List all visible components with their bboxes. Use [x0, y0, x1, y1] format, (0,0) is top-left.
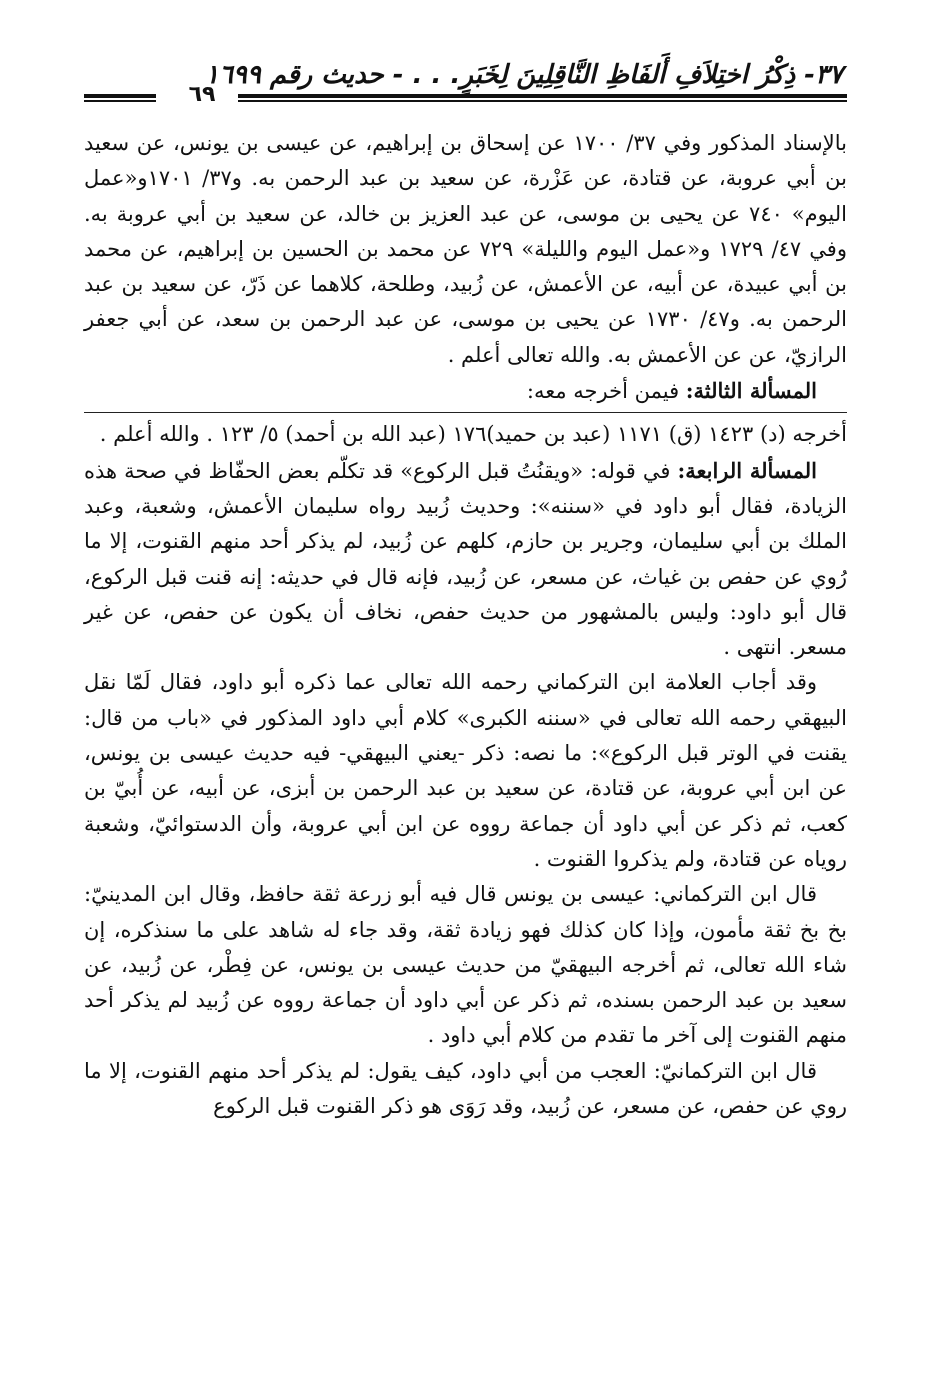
header-rule-left-thin [84, 100, 156, 102]
header-rule-thin [238, 100, 847, 102]
paragraph-issue-four [84, 453, 847, 666]
paragraph-takhrij: أخرجه (د) ١٤٢٣ (ق) ١١٧١ (عبد بن حميد)١٧٦ (عبد الله بن أحمد) ٥/ ١٢٣ . والله أعلم . [99, 422, 847, 447]
paragraph-ibn-turkmani-isa: قال ابن التركماني: عيسى بن يونس قال فيه أبو زرعة ثقة حافظ، وقال ابن المدينيّ: بخ بخ ثقة مأمون، وإذا كان كذلك فهو زيادة ثقة، وقد جاء له شاهد على ما سنذكره، إن شاء الله تعالى، ثم أخرجه البيهقيّ من حديث عيسى بن يونس، عن فِطْر، عن زُبيد، عن سعيد بن عبد الرحمن بسنده، ثم ذكر عن أبي داود أن جماعة رووه عن زُبيد لم يذكر أحد منهم القنوت إلى آخر ما تقدم من كلام أبي داود . [84, 882, 847, 1048]
header-rule-left-thick [84, 94, 156, 98]
issue-four-text: في قوله: «ويقنُتُ قبل الركوع» قد تكلّم بعض الحفّاظ في صحة هذه الزيادة، فقال أبو داود في «سننه»: وحديث زُبيد رواه سليمان الأعمش، وشعبة، وعبد الملك بن أبي سليمان، وجرير بن حازم، كلهم عن زُبيد، لم يذكر أحد منهم القنوت، إلا ما رُوي عن حفص بن غياث، عن مسعر، عن زُبيد، فإنه قال في حديثه: إنه قنت قبل الركوع، قال أبو داود: وليس بالمشهور من حديث حفص، نخاف أن يكون عن حفص، عن غير مسعر. انتهى . [84, 458, 847, 660]
issue-four-heading: المسألة الرابعة: [677, 457, 818, 483]
issue-three-heading: المسألة الثالثة: [685, 378, 817, 404]
paragraph-ibn-turkmani-reply: وقد أجاب العلامة ابن التركماني رحمه الله تعالى عما ذكره أبو داود، فقال لَمّا نقل البيهقي رحمه الله تعالى في «سننه الكبرى» كلام أبي داود المذكور في «باب من قال: يقنت في الوتر قبل الركوع»: ما نصه: ذكر -يعني البيهقي- فيه حديث عيسى بن يونس، عن ابن أبي عروبة، عن قتادة، عن سعيد بن عبد الرحمن بن أبزى، عن أبيه، عن أُبيّ بن كعب، ثم ذكر عن أبي داود أن جماعة رووه عن ابن أبي عروبة، وأن الدستوائيّ، وشعبة روياه عن قتادة، ولم يذكروا القنوت . [84, 670, 847, 871]
paragraph-isnad: بالإسناد المذكور وفي ٣٧/ ١٧٠٠ عن إسحاق بن إبراهيم، عن عيسى بن يونس، عن سعيد بن أبي عروبة، عن قتادة، عن عَزْرة، عن سعيد بن عبد الرحمن به. و٣٧/ ١٧٠١و«عمل اليوم» ٧٤٠ عن يحيى بن موسى، عن عبد العزيز بن خالد، عن سعيد بن أبي عروبة به. وفي ٤٧/ ١٧٢٩ و«عمل اليوم والليلة» ٧٢٩ عن محمد بن الحسين بن إبراهيم، عن محمد بن أبي عبيدة، عن أبيه، عن الأعمش، عن زُبيد، وطلحة، كلاهما عن ذَرّ، عن سعيد بن عبد الرحمن به. و٤٧/ ١٧٣٠ عن يحيى بن موسى، عن عبد الرحمن بن سعد، عن أبي جعفر الرازيّ، عن عن الأعمش به. والله تعالى أعلم . [84, 131, 847, 367]
issue-three-text: فيمن أخرجه معه: [526, 379, 686, 404]
paragraph-issue-three [84, 373, 847, 409]
page-number: ٦٩ [188, 82, 216, 107]
page-body [84, 126, 847, 1124]
paragraph-ibn-turkmani-wonder: قال ابن التركمانيّ: العجب من أبي داود، كيف يقول: لم يذكر أحد منهم القنوت، إلا ما روي عن حفص، عن مسعر، عن زُبيد، وقد رَوَى هو ذكر القنوت قبل الركوع [84, 1058, 847, 1119]
section-divider [84, 412, 847, 413]
running-header-title: ٣٧- ذِكْرُ اختِلاَفِ أَلفَاظِ النَّاقِلِينَ لِخَبَرٍ. . . - حديث رقم ١٦٩٩ [204, 60, 843, 90]
header-rule-thick [238, 94, 847, 98]
